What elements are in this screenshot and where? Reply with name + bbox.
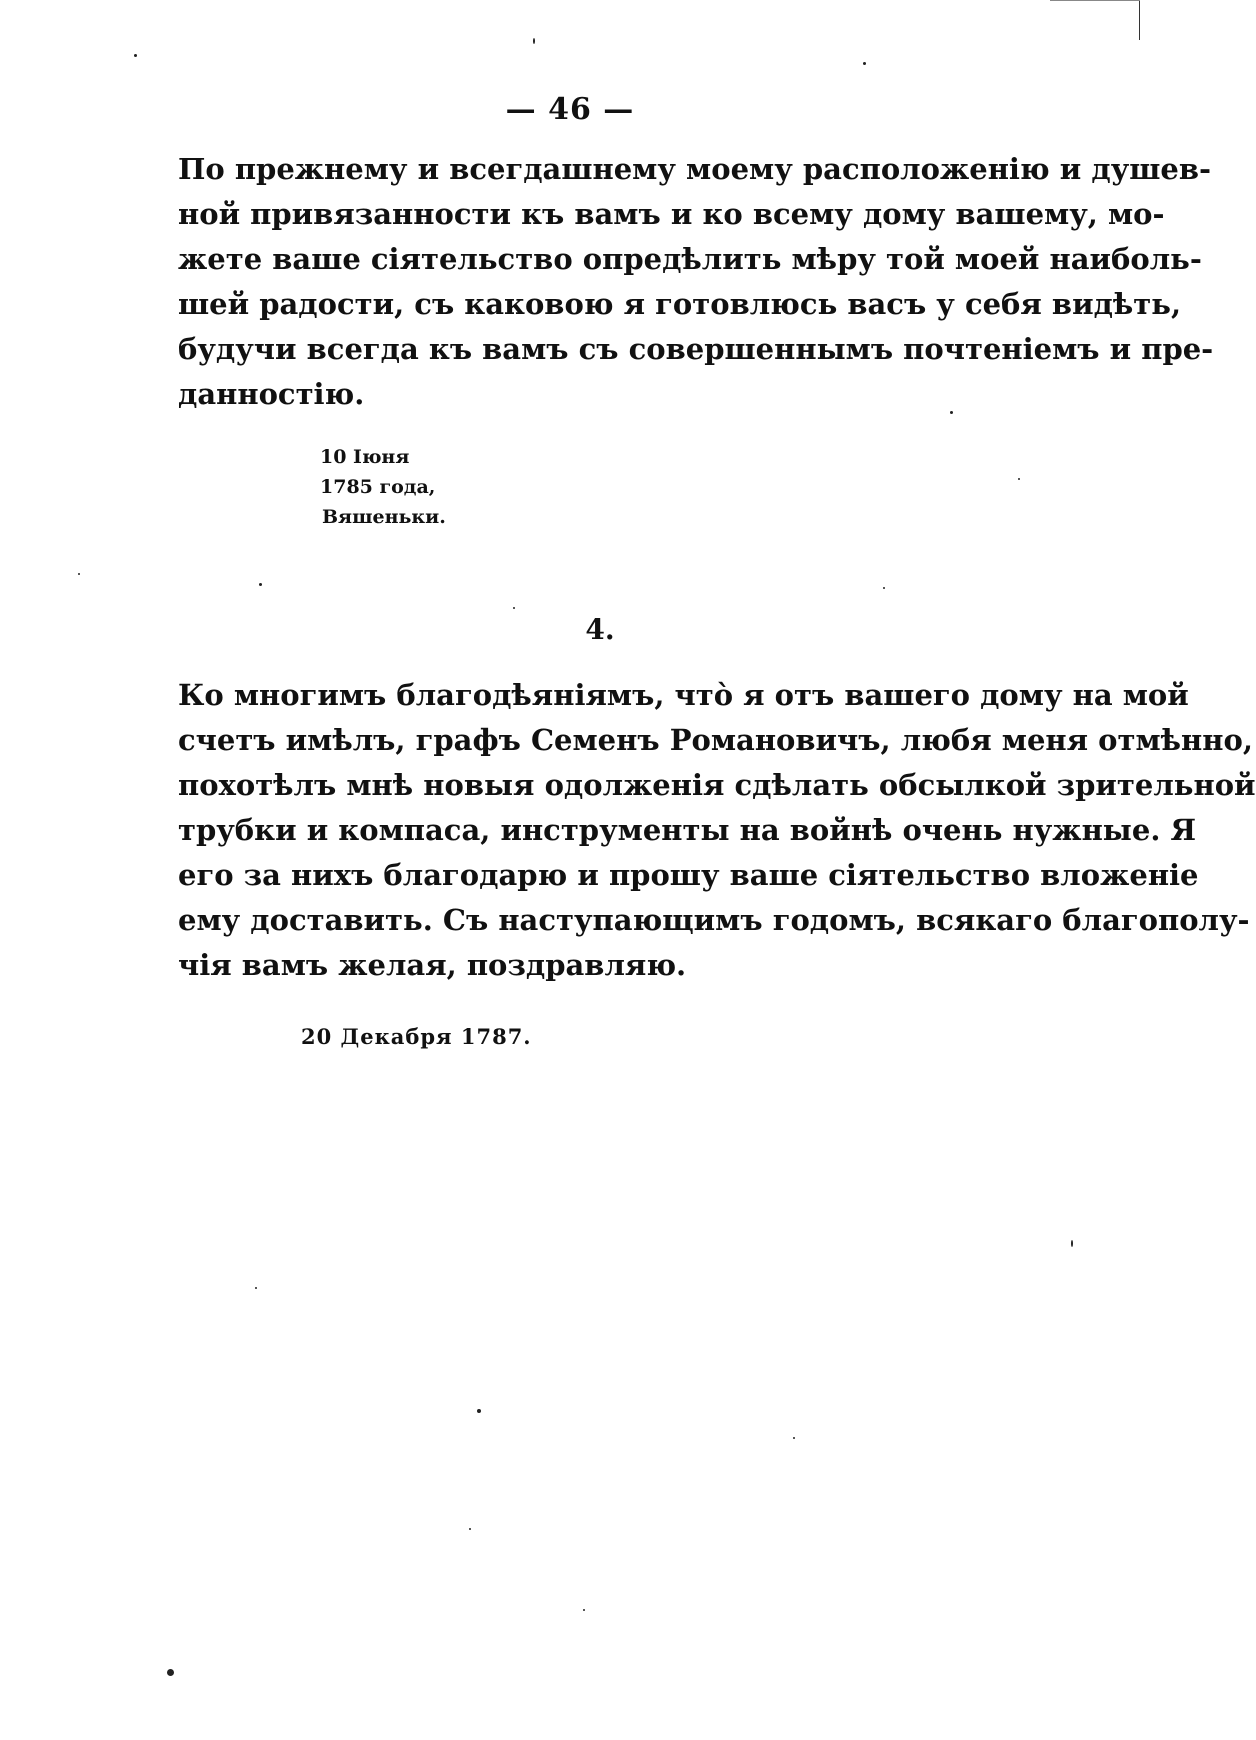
letter-4-date: 20 Декабря 1787. (301, 1024, 532, 1049)
text-line: счетъ имѣлъ, графъ Семенъ Романовичъ, любя меня отмѣнно, (178, 723, 1253, 757)
text-line: трубки и компаса, инструменты на войнѣ очень нужные. Я (178, 813, 1197, 847)
letter-4-paragraph (178, 673, 1256, 988)
text-line: чія вамъ желая, поздравляю. (178, 948, 687, 982)
text-line: данностію. (178, 377, 365, 411)
scan-speck (513, 607, 515, 609)
scan-speck (793, 1437, 795, 1439)
text-line: По прежнему и всегдашнему моему расположенію и душев- (178, 152, 1212, 186)
scan-speck (1071, 1240, 1073, 1247)
scan-speck (950, 411, 953, 414)
page-number: — 46 — (505, 92, 635, 127)
date-line: 10 Іюня (320, 446, 410, 468)
text-line: будучи всегда къ вамъ съ совершеннымъ почтеніемъ и пре- (178, 332, 1214, 366)
date-line: Вяшеньки. (322, 506, 446, 528)
scan-edge-mark-top (1050, 0, 1140, 1)
scan-speck (883, 587, 885, 589)
letter-3-date (320, 442, 446, 532)
text-line: Ко многимъ благодѣяніямъ, что̀ я отъ вашего дому на мой (178, 678, 1189, 712)
text-line: ему доставить. Съ наступающимъ годомъ, всякаго благополу- (178, 903, 1250, 937)
text-line: похотѣлъ мнѣ новыя одолженія сдѣлать обсылкой зрительной (178, 768, 1256, 802)
scan-speck (863, 62, 866, 65)
scan-speck (533, 38, 535, 44)
text-line: его за нихъ благодарю и прошу ваше сіятельство вложеніе (178, 858, 1199, 892)
scan-speck (167, 1669, 174, 1676)
scan-speck (259, 583, 262, 586)
scan-speck (1018, 478, 1020, 480)
text-line: ной привязанности къ вамъ и ко всему дому вашему, мо- (178, 197, 1165, 231)
scan-speck (255, 1287, 257, 1289)
text-line: шей радости, съ каковою я готовлюсь васъ у себя видѣть, (178, 287, 1182, 321)
scan-speck (583, 1609, 585, 1611)
text-line: жете ваше сіятельство опредѣлить мѣру той моей наиболь- (178, 242, 1202, 276)
letter-3-paragraph (178, 147, 1214, 417)
section-number: 4. (585, 613, 615, 646)
scan-speck (134, 54, 137, 57)
scan-edge-mark (1139, 0, 1140, 40)
date-line: 1785 года, (320, 476, 436, 498)
scan-speck (477, 1409, 481, 1413)
scan-speck (78, 573, 80, 575)
scan-speck (469, 1528, 471, 1530)
